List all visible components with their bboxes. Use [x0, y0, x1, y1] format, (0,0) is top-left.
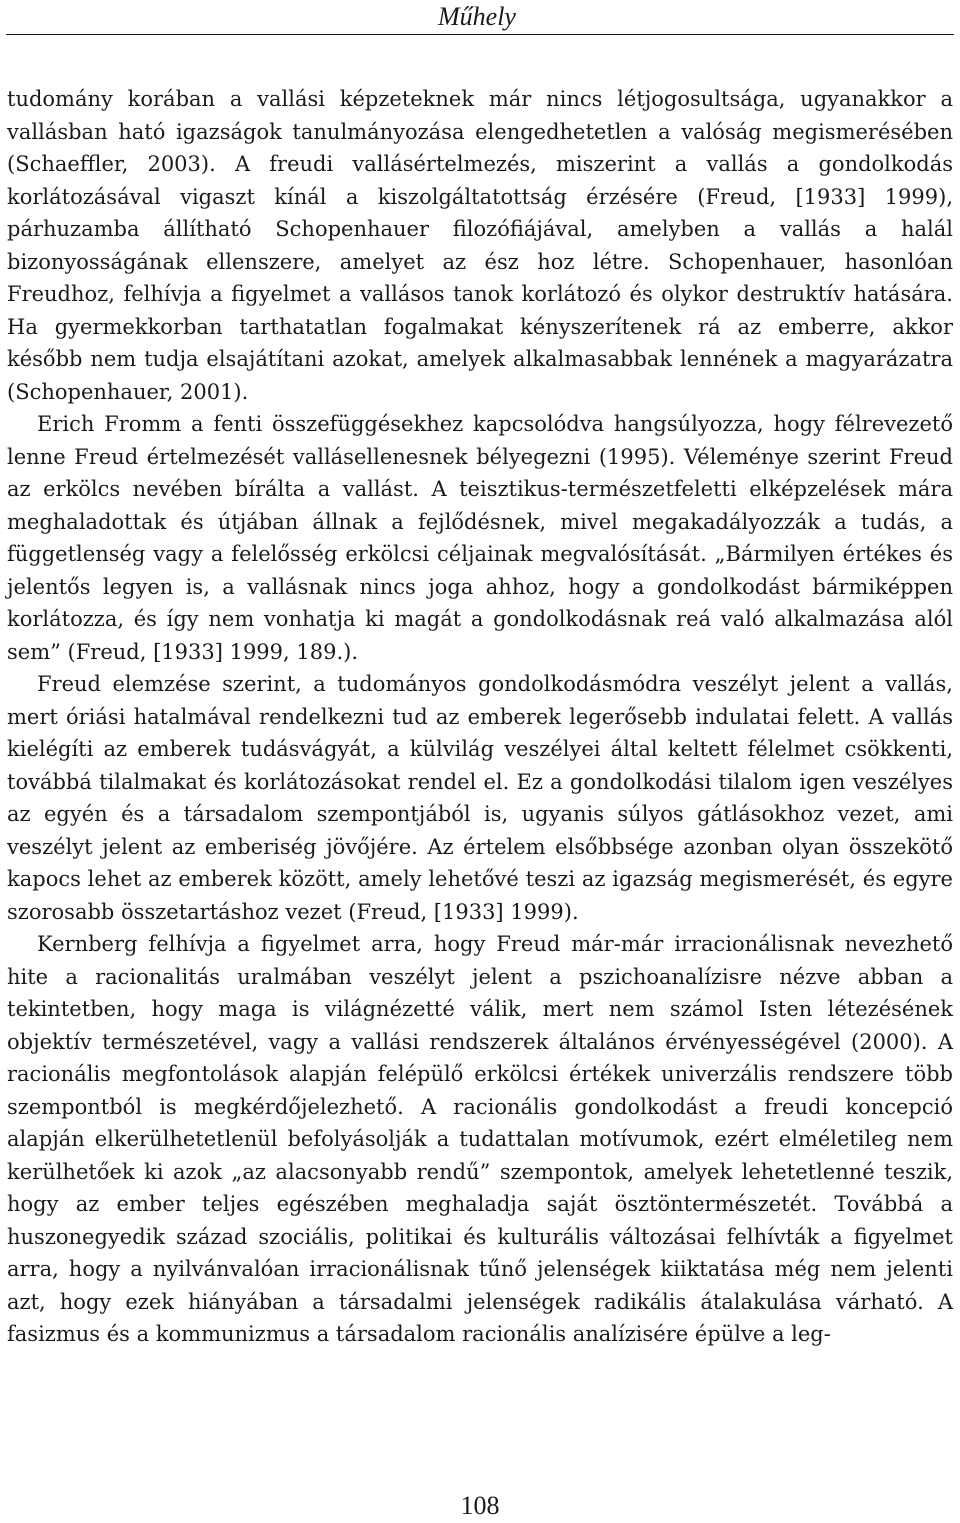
running-title: Műhely — [438, 2, 516, 31]
body-text — [7, 83, 953, 1351]
page-number: 108 — [460, 1491, 500, 1520]
paragraph-3: Freud elemzése szerint, a tudományos gondolkodásmódra veszélyt jelent a vallás, mert óriási hatalmával rendelkezni tud az emberek legerősebb indulatai felett. A vallás kielégíti az emberek tudásvágyát, a külvilág veszélyei által keltett félelmet csökkenti, továbbá tilalmakat és korlátozásokat rendel el. Ez a gondolkodási tilalom igen veszélyes az egyén és a társadalom szempontjából is, ugyanis súlyos gátlásokhoz vezet, ami veszélyt jelent az emberiség jövőjére. Az értelem elsőbbsége azonban olyan összekötő kapocs lehet az emberek között, amely lehetővé teszi az igazság megismerését, és egyre szorosabb összetartáshoz vezet (Freud, [1933] 1999). — [7, 672, 953, 924]
running-head — [0, 0, 960, 36]
paragraph-2: Erich Fromm a fenti összefüggésekhez kapcsolódva hangsúlyozza, hogy félrevezető lenne Freud értelmezését vallásellenesnek bélyegezni (1995). Véleménye szerint Freud az erkölcs nevében bírálta a vallást. A teisztikus-természetfeletti elképzelések mára meghaladottak és útjában állnak a fejlődésnek, mivel megakadályozzák a tudás, a függetlenség vagy a felelősség erkölcsi céljainak megvalósítását. „Bármilyen értékes és jelentős legyen is, a vallásnak nincs joga ahhoz, hogy a gondolkodást bármiképpen korlátozza, és így nem vonhatja ki magát a gondolkodásnak reá való alkalmazása alól sem” (Freud, [1933] 1999, 189.). — [7, 412, 953, 664]
paragraph-1: tudomány korában a vallási képzeteknek már nincs létjogosultsága, ugyanakkor a vallásban ható igazságok tanulmányozása elengedhetetlen a valóság megismerésében (Schaeffler, 2003). A freudi vallásértelmezés, miszerint a vallás a gondolkodás korlátozásával vigaszt kínál a kiszolgáltatottság érzésére (Freud, [1933] 1999), párhuzamba állítható Schopenhauer filozófiájával, amelyben a vallás a halál bizonyosságának ellenszere, amelyet az ész hoz létre. Schopenhauer, hasonlóan Freudhoz, felhívja a figyelmet a vallásos tanok korlátozó és olykor destruktív hatására. Ha gyermekkorban tarthatatlan fogalmakat kényszerítenek rá az emberre, akkor később nem tudja elsajátítani azokat, amelyek alkalmasabbak lennének a magyarázatra (Schopenhauer, 2001). — [7, 87, 953, 404]
paragraph-4: Kernberg felhívja a figyelmet arra, hogy Freud már-már irracionálisnak nevezhető hite a racionalitás uralmában veszélyt jelent a pszichoanalízisre nézve abban a tekintetben, hogy maga is világnézetté válik, mert nem számol Isten létezésének objektív természetével, vagy a vallási rendszerek általános érvényességével (2000). A racionális megfontolások alapján felépülő erkölcsi értékek univerzális rendszere több szempontból is megkérdőjelezhető. A racionális gondolkodást a freudi koncepció alapján elkerülhetetlenül befolyásolják a tudattalan motívumok, ezért elméletileg nem kerülhetőek ki azok „az alacsonyabb rendű” szempontok, amelyek lehetetlenné teszik, hogy az ember teljes egészében meghaladja saját ösztöntermészetét. Továbbá a huszonegyedik század szociális, politikai és kulturális változásai felhívták a figyelmet arra, hogy a nyilvánvalóan irracionálisnak tűnő jelenségek kiiktatása még nem jelenti azt, hogy ezek hiányában a társadalmi jelenségek radikális átalakulása várható. A fasizmus és a kommunizmus a társadalom racionális analízisére épülve a leg- — [7, 932, 953, 1346]
header-rule — [6, 34, 954, 35]
